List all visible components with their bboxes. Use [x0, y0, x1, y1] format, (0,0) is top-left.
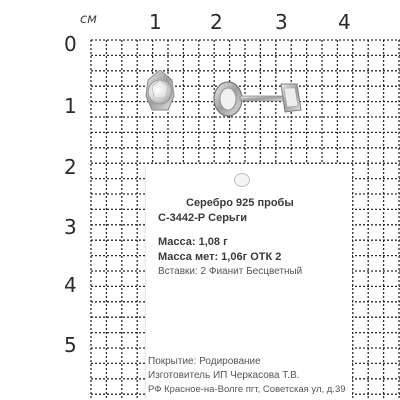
- ruler-left-number: 4: [64, 273, 77, 297]
- tag-inserts-line: Вставки: 2 Фианит Бесцветный: [158, 266, 303, 277]
- tag-metal-weight-line: Масса мет: 1,06г ОТК 2: [158, 251, 282, 263]
- tag-maker-line: Изготовитель ИП Черкасова Т.В.: [148, 370, 300, 381]
- price-tag: [146, 164, 352, 400]
- earring-front-view: [146, 70, 174, 110]
- tag-coating-line: Покрытие: Родирование: [148, 356, 261, 367]
- tag-address-line: РФ Красное-на-Волге пгт, Советская ул, д.39: [148, 384, 346, 395]
- ruler-left-number: 0: [64, 32, 77, 56]
- ruler-top-number: 4: [338, 10, 351, 34]
- ruler-top-number: 1: [149, 10, 162, 34]
- ruler-left-number: 5: [64, 333, 77, 357]
- ruler-top-number: 2: [210, 10, 223, 34]
- tag-weight-line: Масса: 1,08 г: [158, 236, 228, 248]
- tag-hole: [234, 173, 250, 187]
- ruler-unit-label: см: [80, 12, 97, 27]
- ruler-top-number: 3: [275, 10, 288, 34]
- ruler-left-number: 3: [64, 215, 77, 239]
- tag-metal-line: Серебро 925 пробы: [186, 197, 294, 209]
- earring-side-view: [214, 82, 301, 116]
- ruler-left-number: 2: [64, 155, 77, 179]
- ruler-left-number: 1: [64, 94, 77, 118]
- tag-article-line: С-3442-Р Серьги: [158, 212, 248, 224]
